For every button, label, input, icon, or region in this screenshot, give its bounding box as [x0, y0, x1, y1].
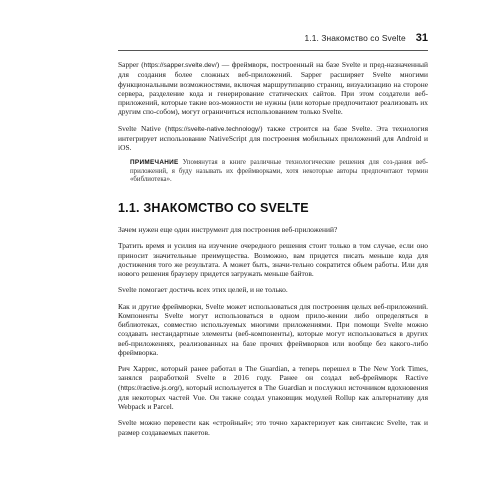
running-header-section: 1.1. Знакомство со Svelte — [304, 33, 406, 43]
svelte-native-url-link[interactable]: https://svelte-native.technology/ — [167, 125, 260, 133]
paragraph-name-meaning: Svelte можно перевести как «стройный»; это точно характеризует как синтаксис Svelte, так и размер создаваемых пакетов. — [118, 418, 428, 437]
page-number: 31 — [415, 32, 428, 44]
page-body — [118, 60, 428, 444]
paragraph-svelte-native — [118, 124, 428, 153]
paragraph-goals: Svelte помогает достичь всех этих целей, и не только. — [118, 285, 288, 295]
paragraph-text: ), который используется в The Guardian и послужил источником вдохновения для некоторых частей Vue. Он также создал упаковщик модулей Rollup как альтернативу для Webpack и Parcel. — [118, 382, 428, 412]
note-label: ПРИМЕЧАНИЕ — [130, 159, 179, 167]
paragraph-text: Sapper ( — [118, 60, 144, 69]
note-text: Упомянутая в книге различные технологические решения для соз-дания веб-приложений, я буду называть их фреймворками, хотя некоторые авторы предпочитают термин «библиотека». — [130, 159, 428, 184]
paragraph-benefits: Тратить время и усилия на изучение очередного решения стоит только в том случае, если оно приносит значительные преимущества. Возможно, вам придется писать меньше кода для достижения того же результата. А может быть, значи-тельно сократится объем работы. Или для нового решения браузеру придется загружать меньше байтов. — [118, 241, 428, 279]
paragraph-question: Зачем нужен еще один инструмент для построения веб-приложений? — [118, 225, 338, 235]
section-heading: 1.1. ЗНАКОМСТВО СО SVELTE — [118, 201, 309, 216]
running-header — [118, 32, 428, 51]
paragraph-text: ) также строится на базе Svelte. Эта технология интегрирует использование NativeScript для построения мобильных приложений для Android и iOS. — [118, 123, 428, 152]
ractive-url-link[interactable]: https://ractive.js.org/ — [120, 384, 180, 392]
note-block — [130, 159, 428, 185]
paragraph-text: Рич Харрис, который ранее работал в The Guardian, а теперь перешел в The New York Times, занялся разработкой Svelte в 2016 году. Ранее он создал веб-фреймворк Ractive ( — [118, 364, 428, 392]
sapper-url-link[interactable]: https://sapper.svelte.dev/ — [143, 62, 217, 69]
paragraph-sapper — [118, 60, 428, 117]
paragraph-history — [118, 364, 428, 411]
paragraph-text: Svelte Native ( — [118, 123, 168, 133]
paragraph-components: Как и другие фреймворки, Svelte может использоваться для построения целых веб-приложений. Компоненты Svelte могут использоваться в одном прило-жении либо определяться в библиотеках, совместно используемых многими приложениями. При помощи Svelte можно создавать нестандартные элементы (веб-компоненты), которые могут использоваться в других веб-приложениях, реализованных на базе прочих фреймворков или вообще без какого-либо фреймворка. — [118, 301, 428, 357]
paragraph-text: ) — фреймворк, построенный на базе Svelte и пред-назначенный для создания более сложных веб-приложений. Sapper расширяет Svelte многими функциональными возможностями, включая маршрутизацию страниц, визуализацию на стороне сервера, разделение кода и генерирование статических сайтов. При этом создатели веб-приложений, которые такие воз-можности не нужны (или которые предпочитают реализовать их другим спо-собом), могут ограничиться использованием только Svelte. — [118, 60, 428, 117]
